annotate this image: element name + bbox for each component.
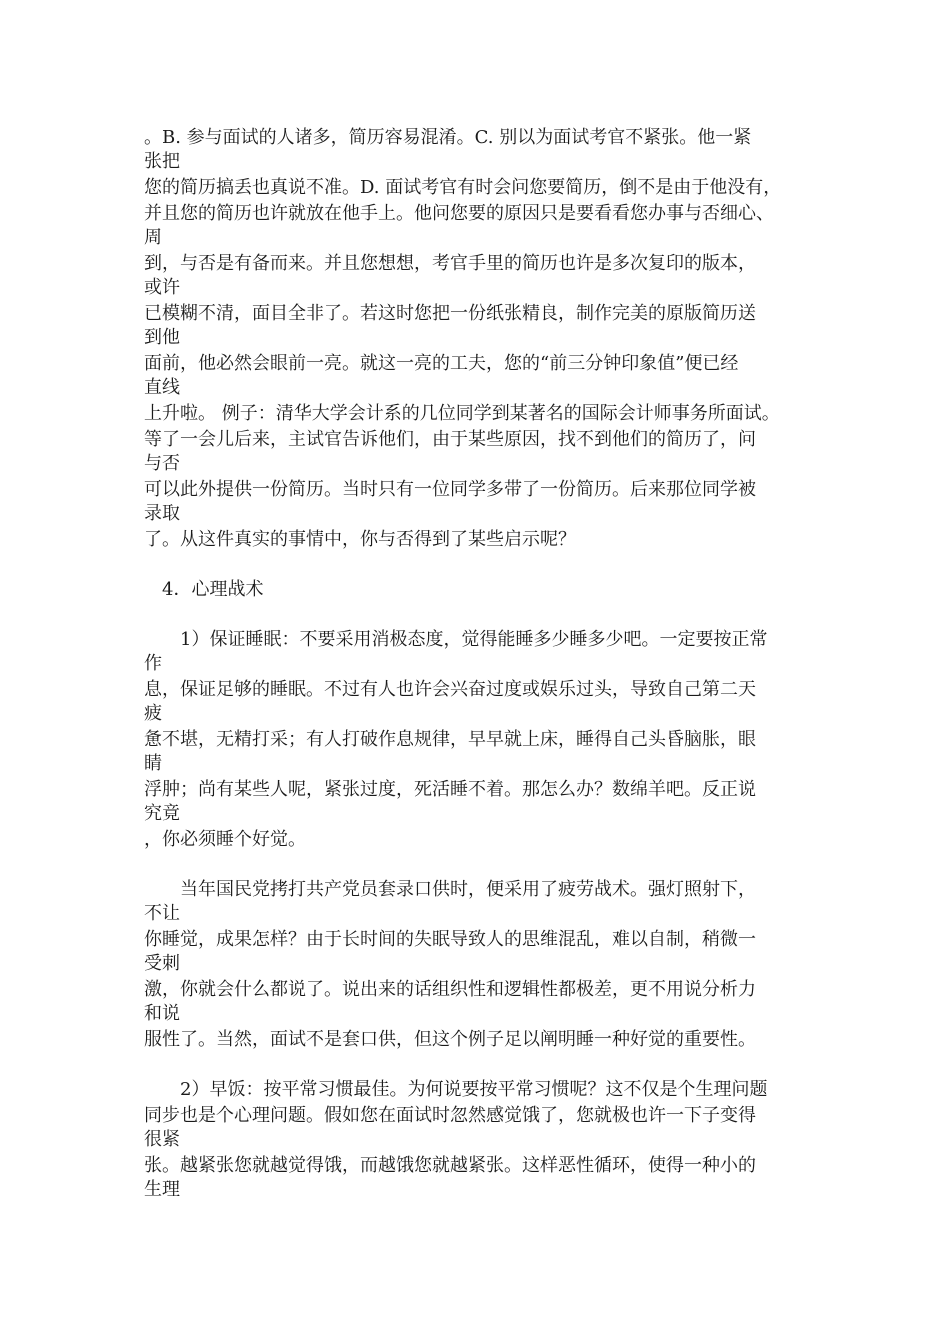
text-line: 张。越紧张您就越觉得饿，而越饿您就越紧张。这样恶性循环，使得一种小的 — [144, 1155, 756, 1176]
text-line: 同步也是个心理问题。假如您在面试时忽然感觉饿了，您就极也许一下子变得 — [144, 1105, 756, 1126]
text-line: 可以此外提供一份简历。当时只有一位同学多带了一份简历。后来那位同学被 — [144, 479, 756, 500]
text-line: 你睡觉，成果怎样？由于长时间的失眠导致人的思维混乱，难以自制，稍微一 — [144, 929, 756, 950]
text-line: 不让 — [144, 903, 180, 924]
text-line: 受刺 — [144, 953, 180, 974]
text-line: 直线 — [144, 377, 180, 398]
text-line: 录取 — [144, 503, 180, 524]
text-line: 息，保证足够的睡眠。不过有人也许会兴奋过度或娱乐过头，导致自己第二天 — [144, 679, 756, 700]
text-line: 惫不堪，无精打采；有人打破作息规律，早早就上床，睡得自己头昏脑胀，眼 — [144, 729, 756, 750]
text-line: 激，你就会什么都说了。说出来的话组织性和逻辑性都极差，更不用说分析力 — [144, 979, 756, 1000]
text-line: 。B. 参与面试的人诸多，简历容易混淆。C. 别以为面试考官不紧张。他一紧 — [144, 127, 752, 148]
text-line: 2）早饭：按平常习惯最佳。为何说要按平常习惯呢？这不仅是个生理问题 — [180, 1079, 768, 1100]
text-line: 1）保证睡眠：不要采用消极态度，觉得能睡多少睡多少吧。一定要按正常 — [180, 629, 768, 650]
text-line: 等了一会儿后来，主试官告诉他们，由于某些原因，找不到他们的简历了，问 — [144, 429, 756, 450]
section-heading: 4．心理战术 — [162, 579, 264, 600]
text-line: 睛 — [144, 753, 162, 774]
text-line: 与否 — [144, 453, 180, 474]
text-line: 和说 — [144, 1003, 180, 1024]
text-line: 上升啦。 例子：清华大学会计系的几位同学到某著名的国际会计师事务所面试。 — [144, 403, 780, 424]
text-line: 了。从这件真实的事情中，你与否得到了某些启示呢？ — [144, 529, 576, 550]
text-line: 究竟 — [144, 803, 180, 824]
text-line: 面前，他必然会眼前一亮。就这一亮的工夫，您的“前三分钟印象值”便已经 — [144, 353, 739, 374]
text-line: ，你必须睡个好觉。 — [144, 829, 306, 850]
text-line: 当年国民党拷打共产党员套录口供时，便采用了疲劳战术。强灯照射下， — [180, 879, 756, 900]
text-line: 已模糊不清，面目全非了。若这时您把一份纸张精良，制作完美的原版简历送 — [144, 303, 756, 324]
text-line: 疲 — [144, 703, 162, 724]
text-line: 很紧 — [144, 1129, 180, 1150]
text-line: 并且您的简历也许就放在他手上。他问您要的原因只是要看看您办事与否细心、 — [144, 203, 774, 224]
text-line: 您的简历搞丢也真说不准。D. 面试考官有时会问您要简历，倒不是由于他没有， — [144, 177, 782, 198]
text-line: 浮肿；尚有某些人呢，紧张过度，死活睡不着。那怎么办？数绵羊吧。反正说 — [144, 779, 756, 800]
text-line: 到他 — [144, 327, 180, 348]
text-line: 作 — [144, 653, 162, 674]
text-line: 生理 — [144, 1179, 180, 1200]
text-line: 周 — [144, 227, 162, 248]
text-line: 服性了。当然，面试不是套口供，但这个例子足以阐明睡一种好觉的重要性。 — [144, 1029, 756, 1050]
text-line: 或许 — [144, 277, 180, 298]
text-line: 张把 — [144, 151, 180, 172]
text-line: 到，与否是有备而来。并且您想想，考官手里的简历也许是多次复印的版本， — [144, 253, 756, 274]
